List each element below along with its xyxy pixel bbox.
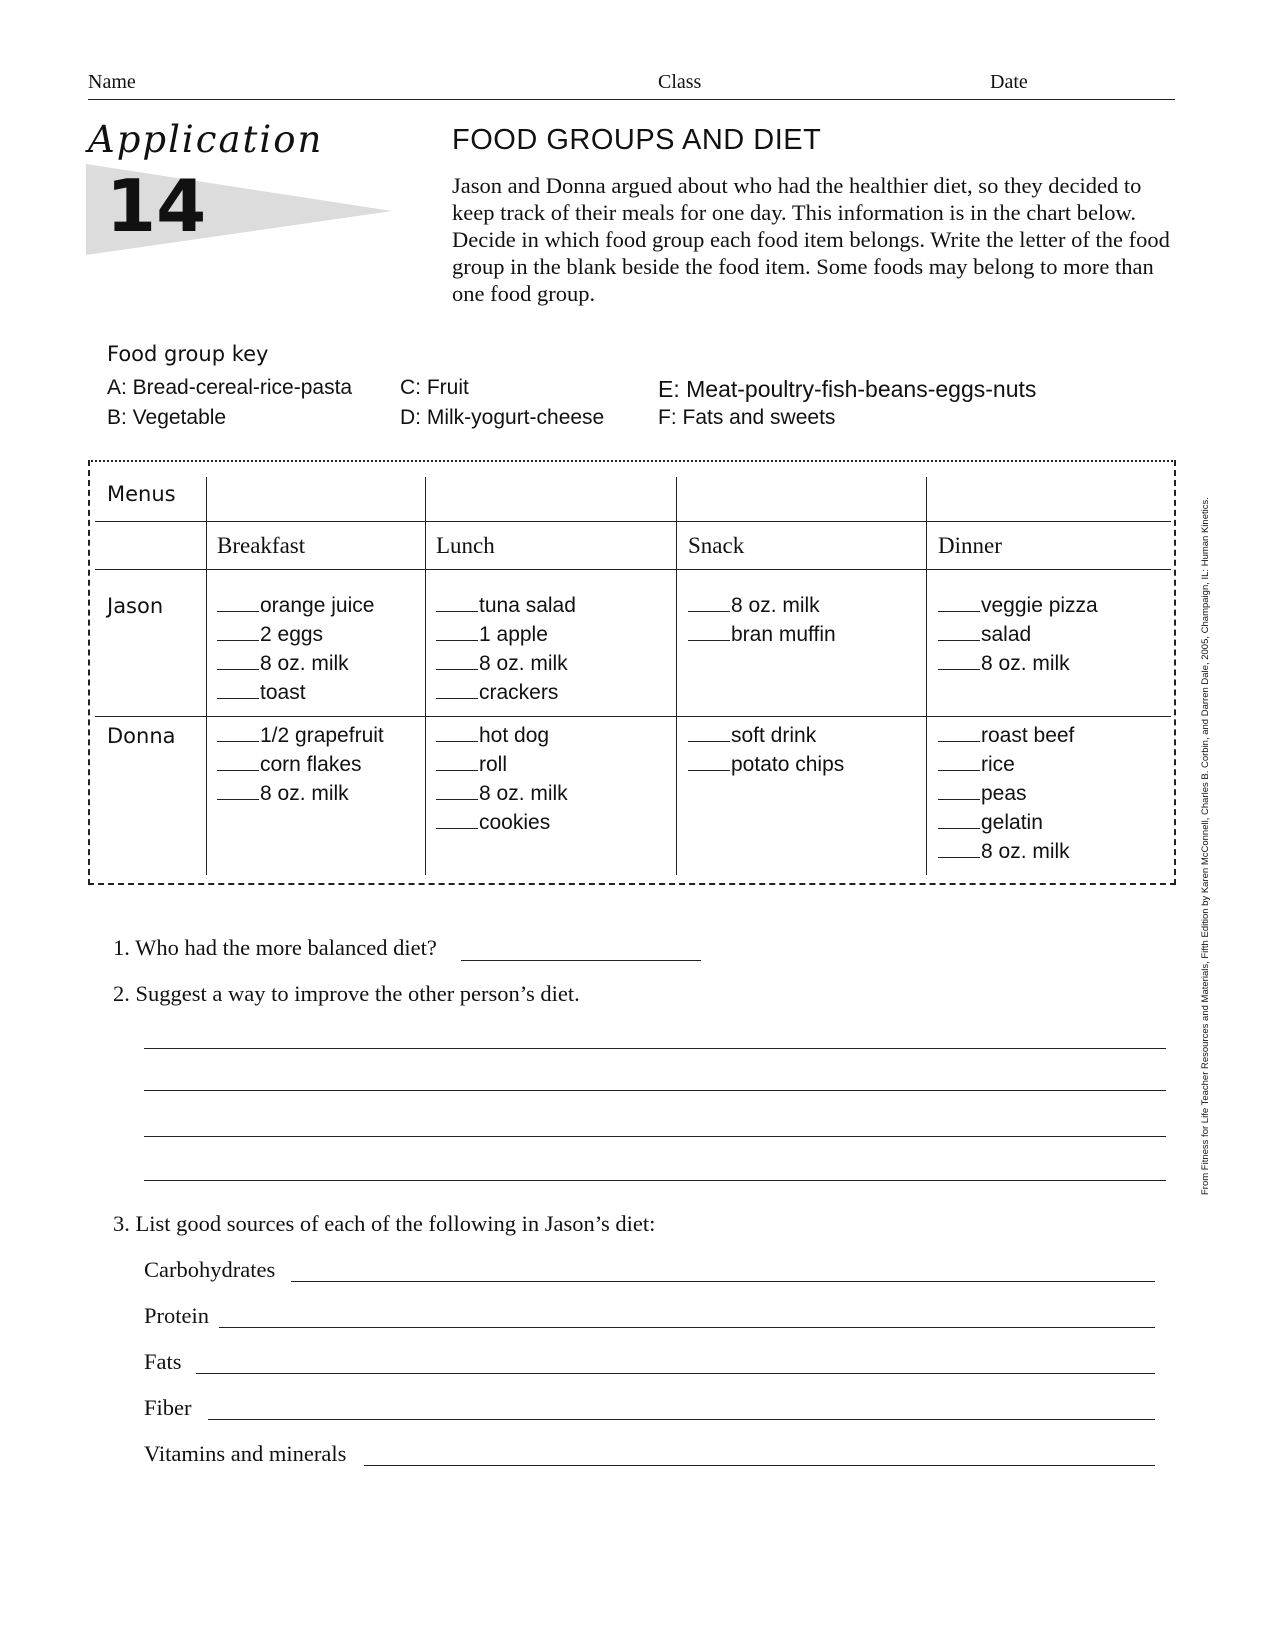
answer-blank[interactable] [217, 750, 259, 771]
jason-lunch-list [436, 591, 576, 707]
food-item: gelatin [938, 808, 1074, 837]
food-item: toast [217, 678, 374, 707]
page-title: FOOD GROUPS AND DIET [452, 124, 822, 156]
meal-header-lunch: Lunch [436, 533, 495, 558]
food-item: 8 oz. milk [938, 649, 1098, 678]
column-divider [425, 477, 426, 875]
answer-blank[interactable] [938, 591, 980, 612]
jason-snack-list [688, 591, 836, 649]
food-item: 8 oz. milk [217, 649, 374, 678]
food-item: 8 oz. milk [436, 779, 568, 808]
answer-blank[interactable] [938, 649, 980, 670]
food-item: 2 eggs [217, 620, 374, 649]
answer-blank[interactable] [436, 808, 478, 829]
application-number: 14 [106, 164, 207, 248]
answer-blank[interactable] [688, 620, 730, 641]
carbohydrates-label: Carbohydrates [144, 1257, 276, 1282]
answer-blank[interactable] [938, 837, 980, 858]
fats-label: Fats [144, 1349, 182, 1374]
protein-answer-line[interactable] [219, 1327, 1155, 1328]
answer-blank[interactable] [436, 649, 478, 670]
answer-blank[interactable] [938, 779, 980, 800]
food-item: potato chips [688, 750, 844, 779]
question-2-answer-line[interactable] [144, 1136, 1166, 1137]
meal-header-snack: Snack [688, 533, 745, 558]
food-item: 1 apple [436, 620, 576, 649]
column-divider [206, 477, 207, 875]
answer-blank[interactable] [436, 779, 478, 800]
food-item: roast beef [938, 721, 1074, 750]
food-item: roll [436, 750, 568, 779]
header-rule [88, 99, 1175, 100]
answer-blank[interactable] [217, 721, 259, 742]
meal-header-dinner: Dinner [938, 533, 1002, 558]
jason-breakfast-list [217, 591, 374, 707]
question-1: 1. Who had the more balanced diet? [113, 935, 437, 960]
menus-label: Menus [107, 482, 176, 506]
answer-blank[interactable] [436, 678, 478, 699]
row-divider [95, 521, 1171, 522]
answer-blank[interactable] [688, 750, 730, 771]
protein-label: Protein [144, 1303, 209, 1328]
carbohydrates-answer-line[interactable] [291, 1281, 1155, 1282]
answer-blank[interactable] [217, 649, 259, 670]
food-item: hot dog [436, 721, 568, 750]
fiber-answer-line[interactable] [208, 1419, 1155, 1420]
person-donna: Donna [107, 724, 176, 748]
person-jason: Jason [107, 594, 164, 618]
key-item-b: B: Vegetable [107, 406, 227, 429]
food-item: bran muffin [688, 620, 836, 649]
key-item-a: A: Bread-cereal-rice-pasta [107, 376, 353, 399]
fats-answer-line[interactable] [196, 1373, 1155, 1374]
column-divider [926, 477, 927, 875]
answer-blank[interactable] [436, 620, 478, 641]
answer-blank[interactable] [217, 620, 259, 641]
food-item: soft drink [688, 721, 844, 750]
food-item: salad [938, 620, 1098, 649]
answer-blank[interactable] [217, 779, 259, 800]
question-3: 3. List good sources of each of the following in Jason’s diet: [113, 1211, 656, 1236]
answer-blank[interactable] [217, 678, 259, 699]
question-2-answer-line[interactable] [144, 1048, 1166, 1049]
donna-dinner-list [938, 721, 1074, 866]
jason-dinner-list [938, 591, 1098, 678]
answer-blank[interactable] [938, 721, 980, 742]
food-item: 8 oz. milk [938, 837, 1074, 866]
food-group-key-title: Food group key [107, 342, 269, 366]
answer-blank[interactable] [688, 721, 730, 742]
food-item: tuna salad [436, 591, 576, 620]
vitamins-minerals-label: Vitamins and minerals [144, 1441, 347, 1466]
key-item-d: D: Milk-yogurt-cheese [400, 406, 605, 429]
answer-blank[interactable] [436, 721, 478, 742]
question-2-answer-line[interactable] [144, 1180, 1166, 1181]
food-item: 8 oz. milk [436, 649, 576, 678]
food-item: peas [938, 779, 1074, 808]
fiber-label: Fiber [144, 1395, 192, 1420]
food-item: veggie pizza [938, 591, 1098, 620]
food-item: 8 oz. milk [688, 591, 836, 620]
column-divider [676, 477, 677, 875]
date-label: Date [990, 71, 1028, 93]
answer-blank[interactable] [217, 591, 259, 612]
row-divider [95, 569, 1171, 570]
food-item: orange juice [217, 591, 374, 620]
answer-blank[interactable] [938, 808, 980, 829]
key-item-f: F: Fats and sweets [658, 406, 836, 429]
name-label: Name [88, 71, 136, 93]
answer-blank[interactable] [938, 750, 980, 771]
food-item: 1/2 grapefruit [217, 721, 384, 750]
key-item-c: C: Fruit [400, 376, 469, 399]
food-item: cookies [436, 808, 568, 837]
answer-blank[interactable] [938, 620, 980, 641]
intro-paragraph: Jason and Donna argued about who had the healthier diet, so they decided to keep track of their meals for one day. This information is in the chart below. Decide in which food group each food item belongs. Write the letter of the food group in the blank beside the food item. Some foods may belong to more than one food group. [452, 173, 1170, 306]
question-1-answer-line[interactable] [461, 960, 701, 961]
donna-snack-list [688, 721, 844, 779]
answer-blank[interactable] [436, 591, 478, 612]
meal-header-breakfast: Breakfast [217, 533, 306, 558]
side-credit: From Fitness for Life Teacher Resources and Materials, Fifth Edition by Karen McConnell, Charles B. Corbin, and Darren Dale, 2005, Champaign, IL: Human Kinetics. [1200, 497, 1211, 1195]
question-2: 2. Suggest a way to improve the other person’s diet. [113, 981, 580, 1006]
food-item: corn flakes [217, 750, 384, 779]
answer-blank[interactable] [688, 591, 730, 612]
vitamins-minerals-answer-line[interactable] [364, 1465, 1155, 1466]
food-item: 8 oz. milk [217, 779, 384, 808]
donna-lunch-list [436, 721, 568, 837]
key-item-e: E: Meat-poultry-fish-beans-eggs-nuts [658, 376, 1037, 402]
application-label: Application [88, 118, 324, 161]
donna-breakfast-list [217, 721, 384, 808]
class-label: Class [658, 71, 702, 93]
food-item: rice [938, 750, 1074, 779]
row-divider [95, 716, 1171, 717]
answer-blank[interactable] [436, 750, 478, 771]
food-item: crackers [436, 678, 576, 707]
question-2-answer-line[interactable] [144, 1090, 1166, 1091]
